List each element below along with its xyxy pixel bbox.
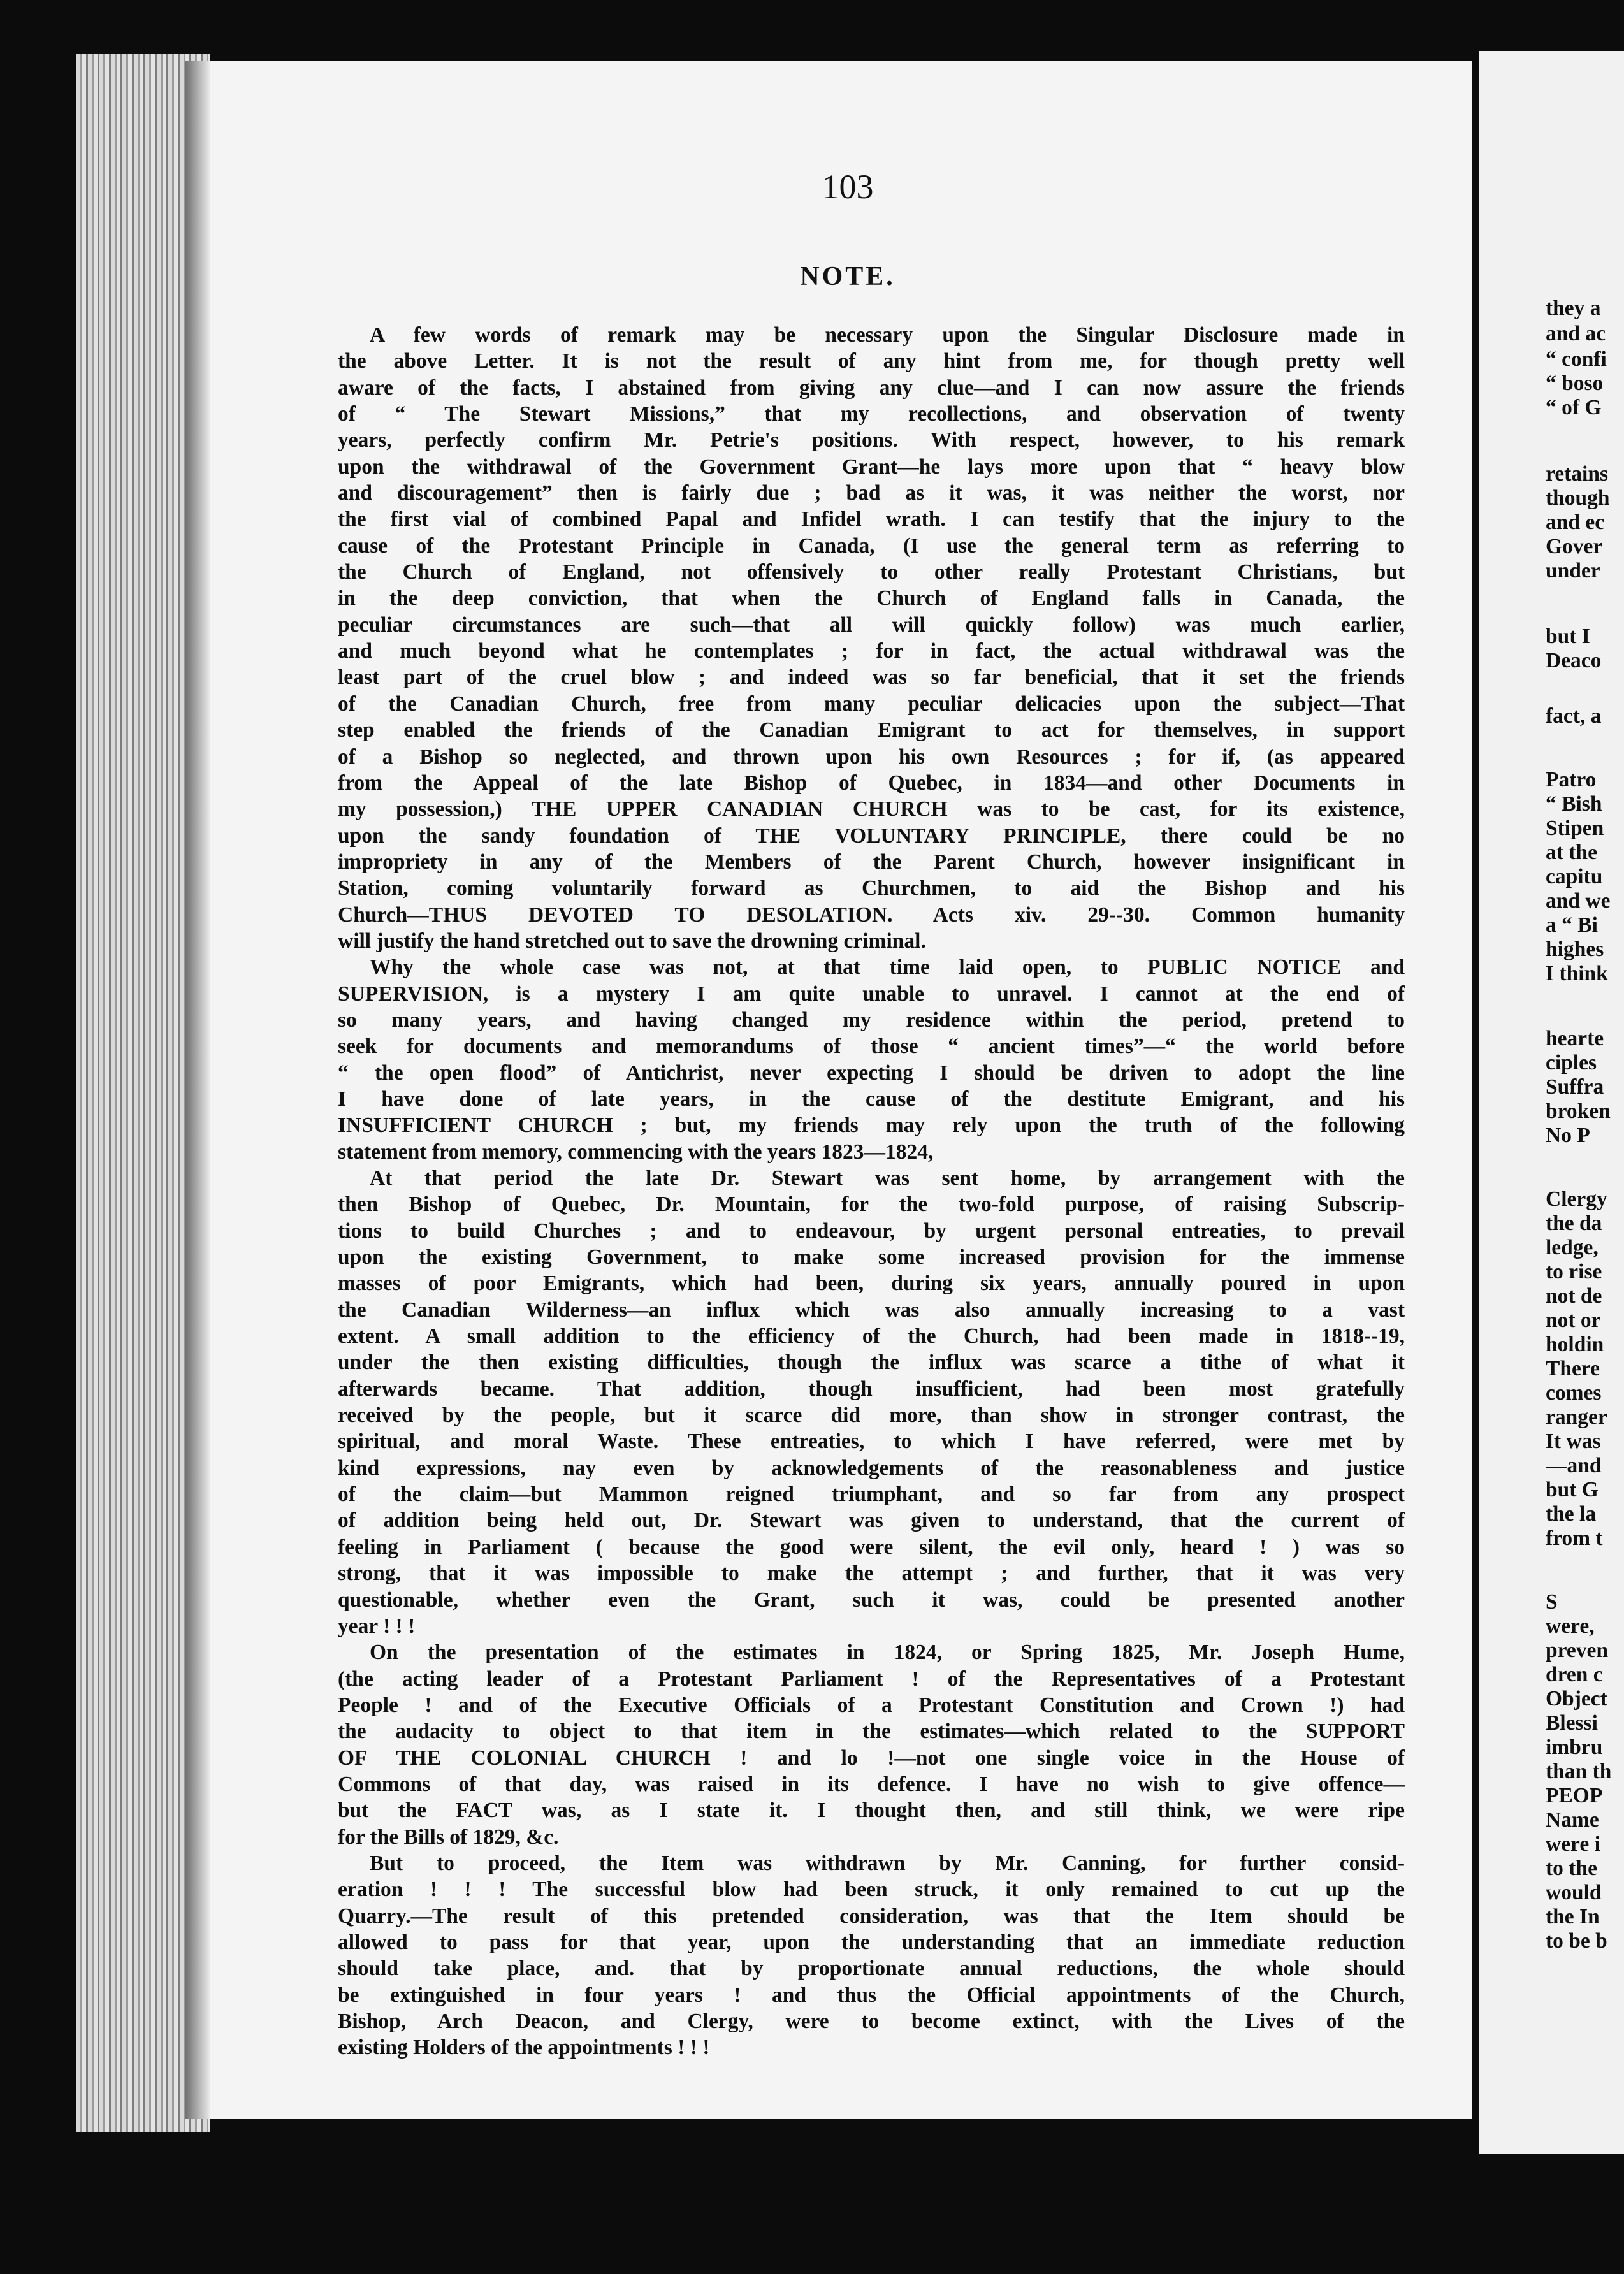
right-page-fragment: but I — [1546, 625, 1590, 648]
text-line: the audacity to object to that item in the estimates—which related to the SUPPORT — [338, 1720, 1405, 1744]
text-line: A few words of remark may be necessary upon the Singular Disclosure made in — [370, 323, 1405, 347]
note-body-text — [338, 322, 1405, 2061]
text-line: I have done of late years, in the cause of the destitute Emigrant, and his — [338, 1087, 1405, 1111]
right-page-fragment: though — [1546, 486, 1610, 510]
text-line: Station, coming voluntarily forward as Churchmen, to aid the Bishop and his — [338, 876, 1405, 901]
right-page-fragment: the la — [1546, 1502, 1597, 1526]
right-page-fragment: Name — [1546, 1808, 1599, 1832]
right-page-fragment: Blessi — [1546, 1711, 1598, 1735]
text-line: strong, that it was impossible to make the attempt ; and further, that it was very — [338, 1561, 1405, 1586]
text-line: upon the withdrawal of the Government Grant—he lays more upon that “ heavy blow — [338, 454, 1405, 479]
right-page-fragment: the In — [1546, 1905, 1600, 1929]
text-line: under the then existing difficulties, though the influx was scarce a tithe of what it — [338, 1351, 1405, 1375]
text-line: Quarry.—The result of this pretended consideration, was that the Item should be — [338, 1904, 1405, 1928]
right-page-fragment: not de — [1546, 1284, 1602, 1308]
text-line: but the FACT was, as I state it. I thought then, and still think, we were ripe — [338, 1799, 1405, 1823]
right-page-fragment: they a — [1546, 296, 1601, 320]
text-line: so many years, and having changed my residence within the period, pretend to — [338, 1008, 1405, 1032]
right-page-fragment: Stipen — [1546, 816, 1604, 840]
text-line: my possession,) THE UPPER CANADIAN CHURCH was to be cast, for its existence, — [338, 797, 1405, 822]
right-page-fragment: and ac — [1546, 322, 1606, 345]
right-page-fragment: but G — [1546, 1478, 1599, 1502]
right-page-fragment: comes — [1546, 1381, 1602, 1405]
text-line: Church—THUS DEVOTED TO DESOLATION. Acts xiv. 29--30. Common humanity — [338, 902, 1405, 927]
right-page-fragment: under — [1546, 559, 1600, 583]
right-page-fragment: would — [1546, 1881, 1602, 1904]
text-line: Commons of that day, was raised in its defence. I have no wish to give offence— — [338, 1772, 1405, 1796]
right-page-fragment: at the — [1546, 841, 1597, 864]
text-line: masses of poor Emigrants, which had been, during six years, annually poured in upon — [338, 1271, 1405, 1296]
text-line: year ! ! ! — [338, 1614, 416, 1638]
text-line: spiritual, and moral Waste. These entreaties, to which I have referred, were met by — [338, 1430, 1405, 1454]
text-line: the Canadian Wilderness—an influx which was also annually increasing to a vast — [338, 1298, 1405, 1322]
text-line: the first vial of combined Papal and Infidel wrath. I can testify that the injury to the — [338, 507, 1405, 532]
right-page-fragment: “ boso — [1546, 372, 1604, 395]
text-line: But to proceed, the Item was withdrawn by Mr. Canning, for further consid- — [370, 1851, 1405, 1875]
right-page-fragment: ranger — [1546, 1405, 1607, 1429]
text-line: in the deep conviction, that when the Church of England falls in Canada, the — [338, 586, 1405, 611]
right-page-fragment: and we — [1546, 889, 1611, 913]
right-page-fragment: PEOP — [1546, 1784, 1603, 1807]
right-page-fragment: It was — [1546, 1430, 1601, 1453]
text-line: People ! and of the Executive Officials of a Protestant Constitution and Crown !) had — [338, 1693, 1405, 1717]
page-number: 103 — [822, 168, 874, 206]
right-page-fragment: were, — [1546, 1614, 1595, 1638]
right-page-fragment: the da — [1546, 1212, 1602, 1235]
text-line: and discouragement” then is fairly due ; bad as it was, it was neither the worst, nor — [338, 481, 1405, 505]
text-line: step enabled the friends of the Canadian Emigrant to act for themselves, in support — [338, 718, 1405, 742]
right-page-fragment: than th — [1546, 1760, 1612, 1783]
text-line: the Church of England, not offensively to other really Protestant Christians, but — [338, 560, 1405, 584]
right-page-fragment: S — [1546, 1590, 1558, 1614]
right-page-fragment: to rise — [1546, 1260, 1602, 1284]
text-line: of “ The Stewart Missions,” that my recollections, and observation of twenty — [338, 402, 1405, 426]
right-page-fragment: imbru — [1546, 1735, 1603, 1759]
right-page-fragment: Clergy — [1546, 1187, 1607, 1211]
text-line: should take place, and. that by proportionate annual reductions, the whole should — [338, 1957, 1405, 1981]
right-page-fragment: Gover — [1546, 535, 1603, 558]
binding-shadow — [185, 61, 210, 2119]
text-line: statement from memory, commencing with the years 1823—1824, — [338, 1140, 934, 1164]
text-line: of the claim—but Mammon reigned triumphant, and so far from any prospect — [338, 1482, 1405, 1507]
text-line: least part of the cruel blow ; and indeed was so far beneficial, that it set the friends — [338, 665, 1405, 690]
right-page-fragment: holdin — [1546, 1333, 1604, 1356]
text-line: of addition being held out, Dr. Stewart was given to understand, that the current of — [338, 1509, 1405, 1533]
text-line: for the Bills of 1829, &c. — [338, 1825, 559, 1849]
right-page-fragment: broken — [1546, 1099, 1611, 1123]
text-line: eration ! ! ! The successful blow had been struck, it only remained to cut up the — [338, 1878, 1405, 1902]
right-page-fragment: ledge, — [1546, 1236, 1599, 1259]
right-page-fragment: retains — [1546, 462, 1609, 486]
right-page-fragment: Deaco — [1546, 649, 1602, 672]
right-page-fragment: fact, a — [1546, 704, 1602, 728]
text-line: existing Holders of the appointments ! ! ! — [338, 2036, 710, 2060]
text-line: the above Letter. It is not the result of any hint from me, for though pretty well — [338, 349, 1405, 373]
text-line: years, perfectly confirm Mr. Petrie's positions. With respect, however, to his remark — [338, 428, 1405, 453]
text-line: cause of the Protestant Principle in Canada, (I use the general term as referring to — [338, 533, 1405, 558]
text-line: tions to build Churches ; and to endeavour, by urgent personal entreaties, to prevail — [338, 1219, 1405, 1243]
right-page-fragment: capitu — [1546, 865, 1603, 888]
right-page-fragment: Object — [1546, 1687, 1607, 1711]
text-line: Why the whole case was not, at that time laid open, to PUBLIC NOTICE and — [370, 955, 1405, 980]
right-page-fragment: from t — [1546, 1526, 1603, 1550]
text-line: then Bishop of Quebec, Dr. Mountain, for the two-fold purpose, of raising Subscrip- — [338, 1192, 1405, 1217]
text-line: afterwards became. That addition, though insufficient, had been most gratefully — [338, 1377, 1405, 1401]
right-page-fragment: “ of G — [1546, 396, 1602, 419]
right-page-fragment: —and — [1546, 1454, 1602, 1477]
text-line: impropriety in any of the Members of the Parent Church, however insignificant in — [338, 850, 1405, 874]
text-line: upon the existing Government, to make some increased provision for the immense — [338, 1245, 1405, 1270]
text-line: kind expressions, nay even by acknowledgements of the reasonableness and justice — [338, 1456, 1405, 1480]
right-page-fragment: “ confi — [1546, 347, 1607, 371]
text-line: aware of the facts, I abstained from giving any clue—and I can now assure the friends — [338, 375, 1405, 400]
text-line: of a Bishop so neglected, and thrown upon his own Resources ; for if, (as appeared — [338, 744, 1405, 769]
right-page-fragment: I think — [1546, 962, 1608, 985]
right-page-fragment: and ec — [1546, 511, 1605, 534]
right-page-text-fragments — [1546, 296, 1624, 2017]
text-line: seek for documents and memorandums of those “ ancient times”—“ the world before — [338, 1034, 1405, 1059]
right-page-fragment: to be b — [1546, 1929, 1607, 1953]
right-page-fragment: preven — [1546, 1639, 1609, 1662]
right-page-fragment: Suffra — [1546, 1075, 1604, 1099]
right-page-fragment: dren c — [1546, 1663, 1603, 1686]
right-page-fragment: No P — [1546, 1124, 1590, 1147]
text-line: “ the open flood” of Antichrist, never expecting I should be driven to adopt the line — [338, 1061, 1405, 1085]
right-page-fragment: were i — [1546, 1832, 1600, 1856]
text-line: At that period the late Dr. Stewart was sent home, by arrangement with the — [370, 1166, 1405, 1190]
right-page-fragment: to the — [1546, 1857, 1597, 1880]
text-line: extent. A small addition to the efficiency of the Church, had been made in 1818--19, — [338, 1324, 1405, 1349]
note-heading: NOTE. — [800, 262, 895, 291]
right-page-fragment: not or — [1546, 1308, 1601, 1332]
text-line: peculiar circumstances are such—that all will quickly follow) was much earlier, — [338, 612, 1405, 637]
text-line: be extinguished in four years ! and thus the Official appointments of the Church, — [338, 1983, 1405, 2007]
text-line: (the acting leader of a Protestant Parliament ! of the Representatives of a Protestant — [338, 1667, 1405, 1691]
text-line: feeling in Parliament ( because the good were silent, the evil only, heard ! ) was so — [338, 1535, 1405, 1559]
text-line: OF THE COLONIAL CHURCH ! and lo !—not one single voice in the House of — [338, 1746, 1405, 1770]
right-page-fragment: highes — [1546, 938, 1604, 961]
right-page-fragment: ciples — [1546, 1051, 1597, 1075]
text-line: On the presentation of the estimates in 1824, or Spring 1825, Mr. Joseph Hume, — [370, 1640, 1405, 1665]
text-line: upon the sandy foundation of THE VOLUNTARY PRINCIPLE, there could be no — [338, 823, 1405, 848]
right-page-fragment: a “ Bi — [1546, 913, 1598, 937]
right-page-fragment: “ Bish — [1546, 792, 1602, 816]
text-line: SUPERVISION, is a mystery I am quite unable to unravel. I cannot at the end of — [338, 981, 1405, 1006]
text-line: will justify the hand stretched out to save the drowning criminal. — [338, 929, 926, 953]
text-line: INSUFFICIENT CHURCH ; but, my friends may rely upon the truth of the following — [338, 1113, 1405, 1138]
text-line: received by the people, but it scarce did more, than show in stronger contrast, the — [338, 1403, 1405, 1428]
right-page-fragment: hearte — [1546, 1027, 1604, 1050]
text-line: and much beyond what he contemplates ; for in fact, the actual withdrawal was the — [338, 639, 1405, 663]
text-line: from the Appeal of the late Bishop of Quebec, in 1834—and other Documents in — [338, 771, 1405, 795]
text-line: Bishop, Arch Deacon, and Clergy, were to become extinct, with the Lives of the — [338, 2010, 1405, 2033]
right-page-fragment: There — [1546, 1357, 1600, 1380]
right-page-fragment: Patro — [1546, 768, 1597, 792]
text-line: allowed to pass for that year, upon the understanding that an immediate reduction — [338, 1930, 1405, 1954]
text-line: questionable, whether even the Grant, such it was, could be presented another — [338, 1588, 1405, 1612]
text-line: of the Canadian Church, free from many peculiar delicacies upon the subject—That — [338, 692, 1405, 716]
